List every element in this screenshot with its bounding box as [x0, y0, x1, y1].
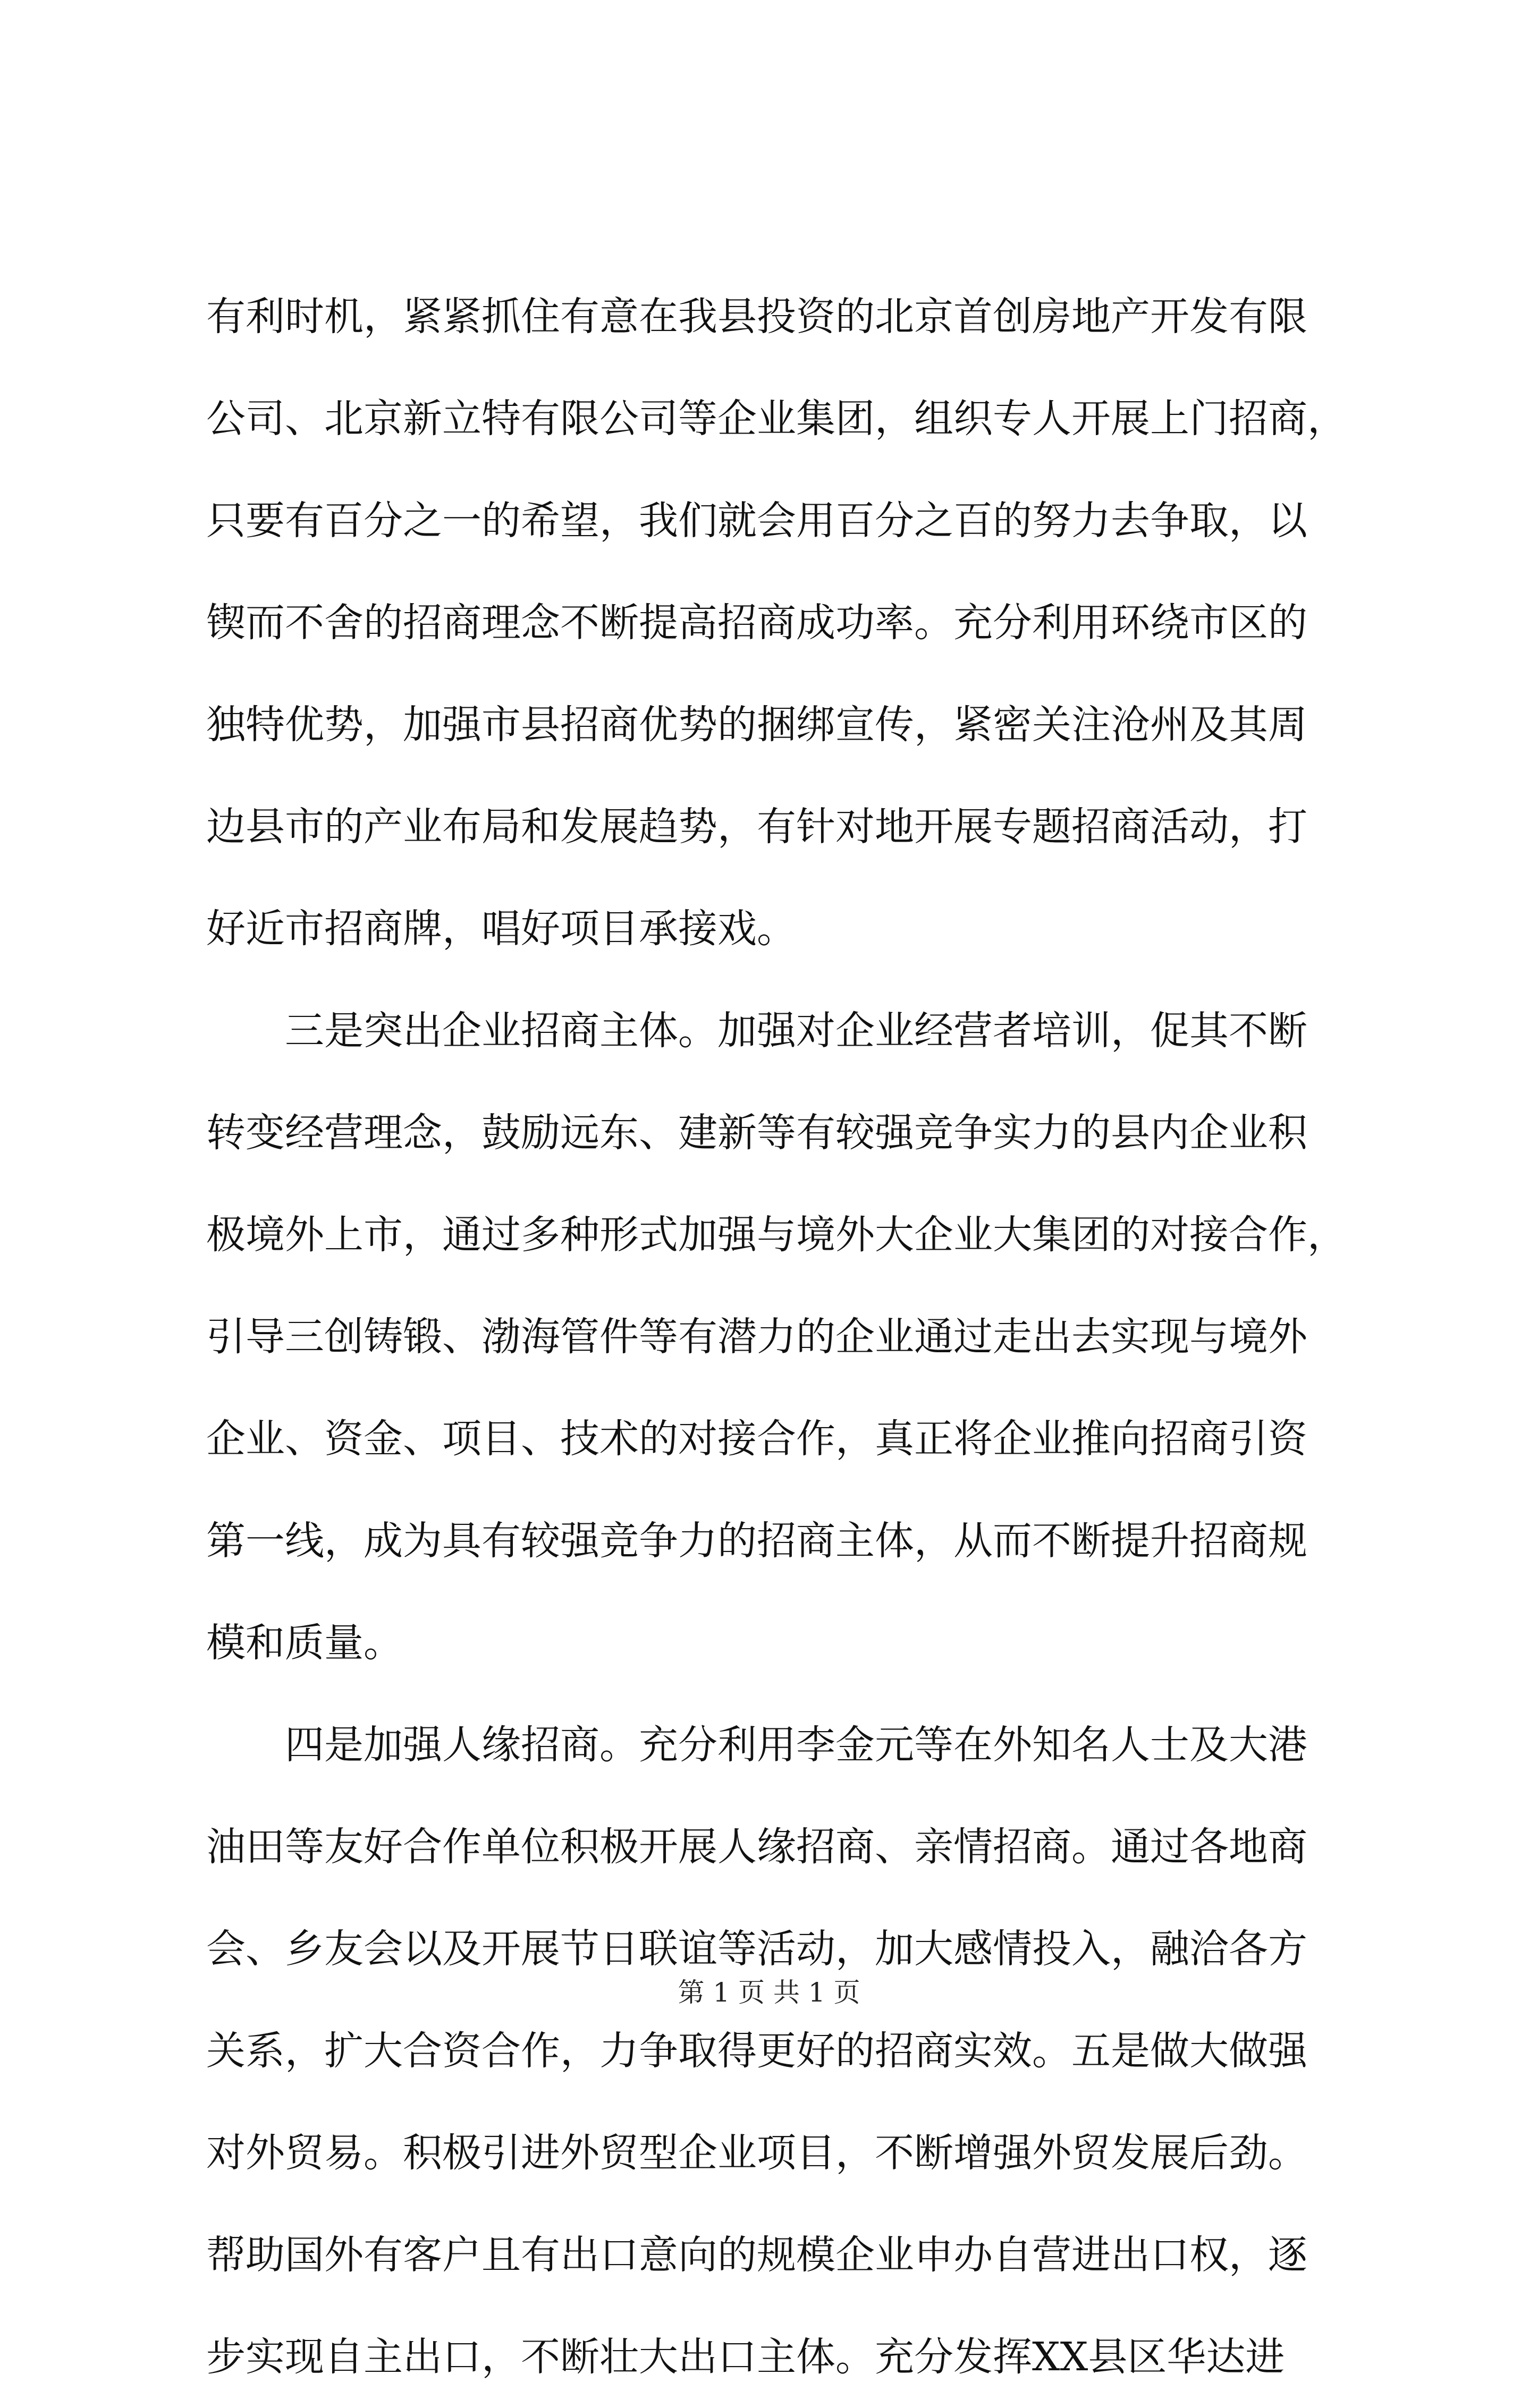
- text-line: 好近市招商牌，唱好项目承接戏。: [206, 906, 796, 952]
- text-line: 转变经营理念，鼓励远东、建新等有较强竞争实力的县内企业积: [206, 1110, 1307, 1156]
- text-line: 极境外上市，通过多种形式加强与境外大企业大集团的对接合作，: [206, 1212, 1347, 1258]
- text-line: 关系，扩大合资合作，力争取得更好的招商实效。五是做大做强: [206, 2028, 1307, 2074]
- text-line: 油田等友好合作单位积极开展人缘招商、亲情招商。通过各地商: [206, 1824, 1307, 1870]
- text-line: 帮助国外有客户且有出口意向的规模企业申办自营进出口权，逐: [206, 2232, 1307, 2278]
- text-line: 模和质量。: [206, 1620, 403, 1666]
- page-footer: 第 1 页 共 1 页: [678, 1977, 860, 2008]
- text-line: 四是加强人缘招商。充分利用李金元等在外知名人士及大港: [285, 1722, 1307, 1768]
- text-line: 步实现自主出口，不断壮大出口主体。充分发挥XX县区华达进: [206, 2334, 1285, 2380]
- text-line: 边县市的产业布局和发展趋势，有针对地开展专题招商活动，打: [206, 804, 1307, 850]
- text-line: 企业、资金、项目、技术的对接合作，真正将企业推向招商引资: [206, 1416, 1307, 1462]
- text-line: 锲而不舍的招商理念不断提高招商成功率。充分利用环绕市区的: [206, 600, 1307, 646]
- text-line: 公司、北京新立特有限公司等企业集团，组织专人开展上门招商，: [206, 396, 1347, 442]
- text-line: 对外贸易。积极引进外贸型企业项目，不断增强外贸发展后劲。: [206, 2130, 1307, 2176]
- text-line: 三是突出企业招商主体。加强对企业经营者培训，促其不断: [285, 1008, 1307, 1054]
- document-body: [206, 266, 1365, 2408]
- text-line: 只要有百分之一的希望，我们就会用百分之百的努力去争取，以: [206, 498, 1307, 544]
- text-line: 引导三创铸锻、渤海管件等有潜力的企业通过走出去实现与境外: [206, 1314, 1307, 1360]
- text-line: 有利时机，紧紧抓住有意在我县投资的北京首创房地产开发有限: [206, 294, 1307, 340]
- text-line: 独特优势，加强市县招商优势的捆绑宣传，紧密关注沧州及其周: [206, 702, 1307, 748]
- text-line: 第一线，成为具有较强竞争力的招商主体，从而不断提升招商规: [206, 1518, 1307, 1564]
- text-line: 会、乡友会以及开展节日联谊等活动，加大感情投入，融洽各方: [206, 1926, 1307, 1972]
